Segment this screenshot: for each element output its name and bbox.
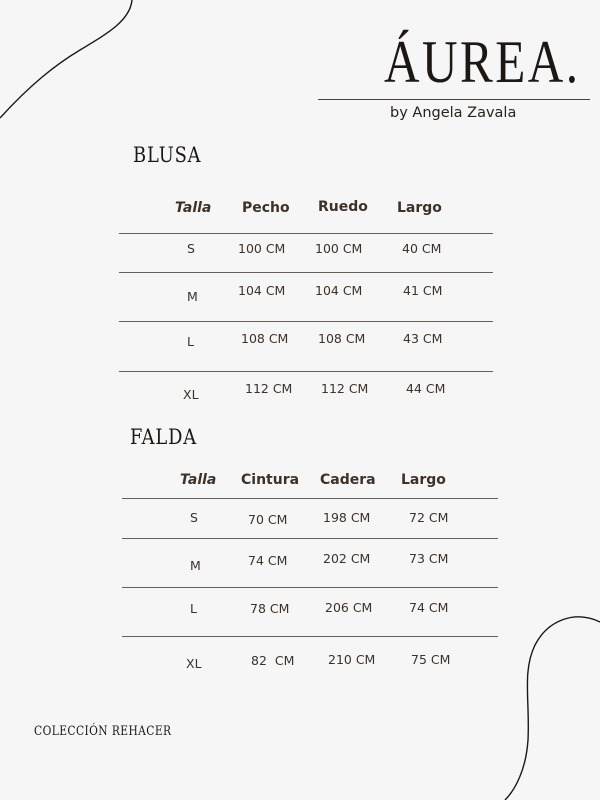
blusa-header-ruedo: Ruedo [318, 199, 368, 215]
falda-row-rule [122, 636, 498, 637]
falda-header-talla: Talla [180, 472, 217, 488]
section-title-blusa: BLUSA [133, 143, 202, 167]
falda-row-l-cintura: 78 CM [250, 601, 290, 616]
falda-row-l-cadera: 206 CM [325, 600, 373, 615]
falda-row-rule [122, 587, 498, 588]
falda-row-rule [122, 538, 498, 539]
section-title-falda: FALDA [130, 425, 198, 449]
falda-header-cintura: Cintura [241, 472, 300, 488]
blusa-header-largo: Largo [397, 200, 442, 216]
blusa-row-rule [119, 371, 493, 372]
blusa-row-s-largo: 40 CM [402, 241, 442, 256]
blusa-row-l-largo: 43 CM [403, 331, 443, 346]
blusa-row-xl-ruedo: 112 CM [321, 381, 369, 396]
blusa-row-rule [119, 321, 493, 322]
blusa-row-s-talla: S [187, 241, 195, 256]
blusa-row-l-pecho: 108 CM [241, 331, 289, 346]
falda-row-xl-largo: 75 CM [411, 652, 451, 667]
falda-row-s-talla: S [190, 510, 198, 525]
falda-row-m-cintura: 74 CM [248, 553, 288, 568]
blusa-row-m-pecho: 104 CM [238, 283, 286, 298]
blusa-row-l-talla: L [187, 334, 194, 349]
falda-row-xl-cintura: 82 CM [251, 653, 295, 668]
collection-footer: COLECCIÓN REHACER [34, 724, 172, 739]
blusa-row-m-ruedo: 104 CM [315, 283, 363, 298]
falda-header-rule [122, 498, 498, 499]
falda-header-largo: Largo [401, 472, 446, 488]
falda-header-cadera: Cadera [320, 472, 376, 488]
blusa-row-s-ruedo: 100 CM [315, 241, 363, 256]
bottom-right-curve [505, 617, 600, 800]
blusa-row-xl-largo: 44 CM [406, 381, 446, 396]
blusa-row-l-ruedo: 108 CM [318, 331, 366, 346]
blusa-row-xl-pecho: 112 CM [245, 381, 293, 396]
brand-divider [318, 99, 590, 100]
falda-row-xl-cadera: 210 CM [328, 652, 376, 667]
falda-row-xl-talla: XL [186, 656, 202, 671]
brand-logo: ÁUREA. [384, 29, 581, 95]
top-left-curve [0, 0, 132, 118]
blusa-header-talla: Talla [175, 200, 212, 216]
blusa-row-xl-talla: XL [183, 387, 199, 402]
falda-row-m-talla: M [190, 558, 201, 573]
blusa-header-rule [119, 233, 493, 234]
falda-row-s-cadera: 198 CM [323, 510, 371, 525]
falda-row-l-largo: 74 CM [409, 600, 449, 615]
falda-row-m-cadera: 202 CM [323, 551, 371, 566]
falda-row-m-largo: 73 CM [409, 551, 449, 566]
blusa-row-s-pecho: 100 CM [238, 241, 286, 256]
blusa-row-rule [119, 272, 493, 273]
blusa-row-m-talla: M [187, 289, 198, 304]
falda-row-l-talla: L [190, 601, 197, 616]
falda-row-s-largo: 72 CM [409, 510, 449, 525]
brand-byline: by Angela Zavala [390, 105, 517, 121]
falda-row-s-cintura: 70 CM [248, 512, 288, 527]
blusa-row-m-largo: 41 CM [403, 283, 443, 298]
blusa-header-pecho: Pecho [242, 200, 290, 216]
